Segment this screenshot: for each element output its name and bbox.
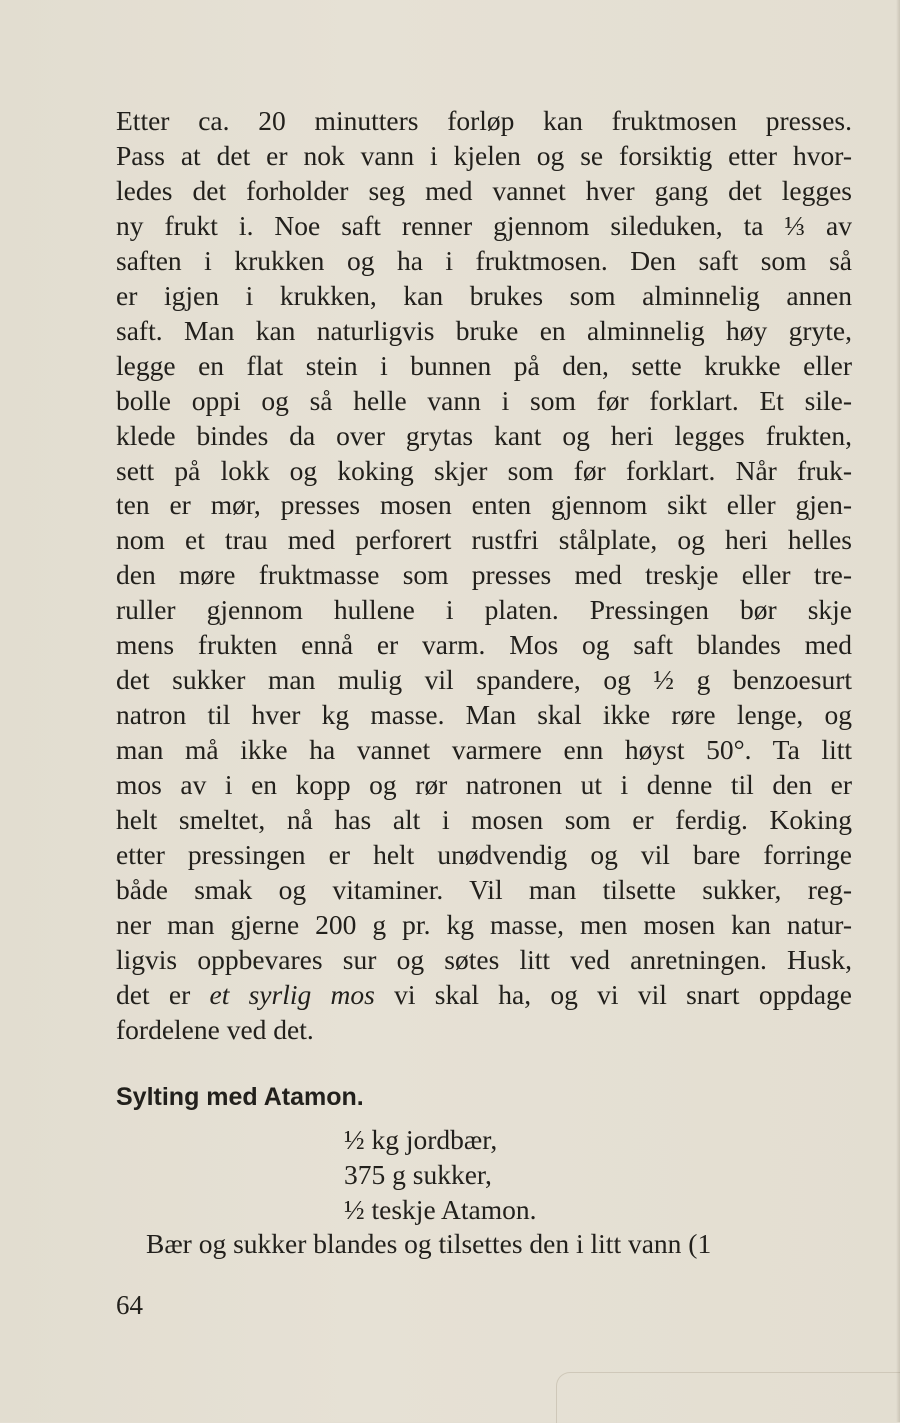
paragraph-line: mos av i en kopp og rør natronen ut i denne til den er bbox=[116, 769, 852, 801]
paragraph-line: legge en flat stein i bunnen på den, sette krukke eller bbox=[116, 349, 852, 381]
ingredient-item: 375 g sukker, bbox=[344, 1159, 492, 1190]
paragraph-line: ledes det forholder seg med vannet hver gang det legges bbox=[116, 174, 852, 206]
paragraph-line: helt smeltet, nå has alt i mosen som er ferdig. Koking bbox=[116, 804, 852, 836]
page-right-edge bbox=[896, 0, 900, 1422]
page-number: 64 bbox=[116, 1290, 143, 1320]
paragraph-line: nom et trau med perforert rustfri stålplate, og heri helles bbox=[116, 524, 852, 556]
instruction-text: Bær og sukker blandes og tilsettes den i litt vann (1 bbox=[146, 1228, 712, 1259]
line-segment: det er bbox=[116, 978, 210, 1010]
paragraph-line: ruller gjennom hullene i platen. Pressingen bør skje bbox=[116, 594, 852, 626]
paragraph-line: etter pressingen er helt unødvendig og vil bare forringe bbox=[116, 839, 852, 871]
paragraph-closing-line: fordelene ved det. bbox=[116, 1013, 314, 1045]
paragraph-line: saft. Man kan naturligvis bruke en alminnelig høy gryte, bbox=[116, 314, 852, 346]
italic-emphasis: et syrlig mos bbox=[209, 978, 375, 1010]
paragraph-line: natron til hver kg masse. Man skal ikke røre lenge, og bbox=[116, 699, 852, 731]
paragraph-line: man må ikke ha vannet varmere enn høyst 50°. Ta litt bbox=[116, 734, 852, 766]
paragraph-line: ner man gjerne 200 g pr. kg masse, men mosen kan natur- bbox=[116, 908, 852, 940]
paragraph-line: ligvis oppbevares sur og søtes litt ved anretningen. Husk, bbox=[116, 943, 852, 975]
main-paragraph bbox=[116, 104, 852, 1048]
paragraph-line: både smak og vitaminer. Vil man tilsette sukker, reg- bbox=[116, 873, 852, 905]
paragraph-line: Etter ca. 20 minutters forløp kan fruktmosen presses. bbox=[116, 105, 852, 136]
ingredient-item: ½ teskje Atamon. bbox=[344, 1194, 537, 1225]
ingredient-item: ½ kg jordbær, bbox=[344, 1124, 498, 1155]
page-edge-shadow bbox=[556, 1372, 900, 1423]
paragraph-line: saften i krukken og ha i fruktmosen. Den saft som så bbox=[116, 244, 852, 276]
section-heading: Sylting med Atamon. bbox=[116, 1083, 364, 1111]
paragraph-line: Pass at det er nok vann i kjelen og se forsiktig etter hvor- bbox=[116, 139, 852, 171]
paragraph-line: mens frukten ennå er varm. Mos og saft blandes med bbox=[116, 629, 852, 661]
paragraph-line: er igjen i krukken, kan brukes som alminnelig annen bbox=[116, 279, 852, 311]
paragraph-line-with-italic bbox=[116, 978, 852, 1013]
paragraph-line: sett på lokk og koking skjer som før forklart. Når fruk- bbox=[116, 454, 852, 486]
paragraph-line: den møre fruktmasse som presses med treskje eller tre- bbox=[116, 559, 852, 591]
ingredient-list bbox=[344, 1122, 536, 1227]
line-segment: vi skal ha, og vi vil snart oppdage bbox=[374, 978, 852, 1010]
paragraph-line: bolle oppi og så helle vann i som før forklart. Et sile- bbox=[116, 384, 852, 416]
paragraph-line: klede bindes da over grytas kant og heri legges frukten, bbox=[116, 419, 852, 451]
paragraph-line: det sukker man mulig vil spandere, og ½ g benzoesurt bbox=[116, 664, 852, 696]
paragraph-line: ten er mør, presses mosen enten gjennom sikt eller gjen- bbox=[116, 489, 852, 521]
paragraph-line: ny frukt i. Noe saft renner gjennom sileduken, ta ⅓ av bbox=[116, 209, 852, 241]
